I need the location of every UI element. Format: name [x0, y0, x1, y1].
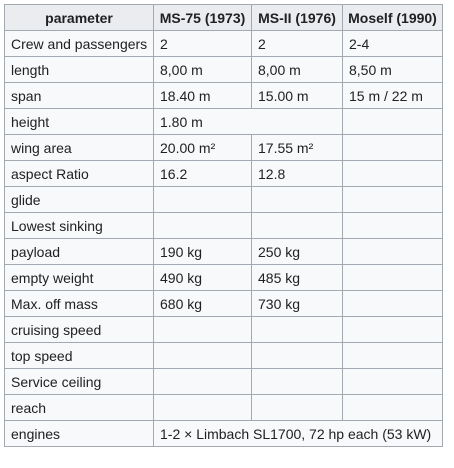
table-cell: 250 kg [252, 239, 343, 265]
table-cell [154, 369, 252, 395]
table-cell [343, 135, 443, 161]
table-cell: 18.40 m [154, 83, 252, 109]
table-cell: 8,00 m [154, 57, 252, 83]
table-cell: 190 kg [154, 239, 252, 265]
row-label: payload [5, 239, 154, 265]
table-row-service-ceiling [5, 369, 443, 395]
table-row-span [5, 83, 443, 109]
table-cell: 2 [154, 31, 252, 57]
row-label: glide [5, 187, 154, 213]
table-row-reach [5, 395, 443, 421]
row-label: top speed [5, 343, 154, 369]
table-cell: 15 m / 22 m [343, 83, 443, 109]
table-row-lowest-sinking [5, 213, 443, 239]
table-cell: 2-4 [343, 31, 443, 57]
row-label: span [5, 83, 154, 109]
table-cell: 20.00 m² [154, 135, 252, 161]
row-label: Crew and passengers [5, 31, 154, 57]
table-container [4, 4, 443, 447]
table-cell [252, 395, 343, 421]
table-cell [252, 343, 343, 369]
row-label: Max. off mass [5, 291, 154, 317]
table-cell [343, 109, 443, 135]
table-row-max-off-mass [5, 291, 443, 317]
table-cell: 8,50 m [343, 57, 443, 83]
table-row-length [5, 57, 443, 83]
table-cell: 485 kg [252, 265, 343, 291]
table-cell: 15.00 m [252, 83, 343, 109]
table-cell [343, 291, 443, 317]
table-cell [154, 343, 252, 369]
row-label: Service ceiling [5, 369, 154, 395]
table-row-payload [5, 239, 443, 265]
table-cell: 490 kg [154, 265, 252, 291]
table-cell [252, 369, 343, 395]
table-cell [343, 187, 443, 213]
table-cell [343, 317, 443, 343]
table-cell [343, 213, 443, 239]
row-label: aspect Ratio [5, 161, 154, 187]
table-row-crew-and-passengers [5, 31, 443, 57]
table-cell: 17.55 m² [252, 135, 343, 161]
table-row-top-speed [5, 343, 443, 369]
row-label: empty weight [5, 265, 154, 291]
table-cell [343, 395, 443, 421]
aircraft-specs-table [4, 4, 443, 447]
table-cell: 1.80 m [154, 109, 343, 135]
table-cell [343, 239, 443, 265]
row-label: engines [5, 421, 154, 447]
table-row-aspect-ratio [5, 161, 443, 187]
row-label: wing area [5, 135, 154, 161]
table-cell [252, 187, 343, 213]
table-cell [154, 187, 252, 213]
row-label: length [5, 57, 154, 83]
table-cell [343, 343, 443, 369]
table-cell [154, 213, 252, 239]
table-cell: 12.8 [252, 161, 343, 187]
table-cell: 730 kg [252, 291, 343, 317]
table-cell [343, 265, 443, 291]
table-body [5, 31, 443, 447]
row-label: height [5, 109, 154, 135]
header-row [5, 5, 443, 31]
table-cell: 16.2 [154, 161, 252, 187]
table-row-engines [5, 421, 443, 447]
table-row-wing-area [5, 135, 443, 161]
table-row-glide [5, 187, 443, 213]
table-cell: 2 [252, 31, 343, 57]
header-parameter: parameter [5, 5, 154, 31]
header-ms-ii: MS-II (1976) [252, 5, 343, 31]
table-cell [343, 161, 443, 187]
table-cell: 8,00 m [252, 57, 343, 83]
table-row-cruising-speed [5, 317, 443, 343]
header-ms-75: MS-75 (1973) [154, 5, 252, 31]
table-cell: 1-2 × Limbach SL1700, 72 hp each (53 kW) [154, 421, 443, 447]
table-cell [154, 395, 252, 421]
table-row-height [5, 109, 443, 135]
table-cell [252, 317, 343, 343]
table-cell [252, 213, 343, 239]
table-cell [343, 369, 443, 395]
row-label: Lowest sinking [5, 213, 154, 239]
table-row-empty-weight [5, 265, 443, 291]
row-label: reach [5, 395, 154, 421]
header-moself: Moself (1990) [343, 5, 443, 31]
row-label: cruising speed [5, 317, 154, 343]
table-cell [154, 317, 252, 343]
table-cell: 680 kg [154, 291, 252, 317]
